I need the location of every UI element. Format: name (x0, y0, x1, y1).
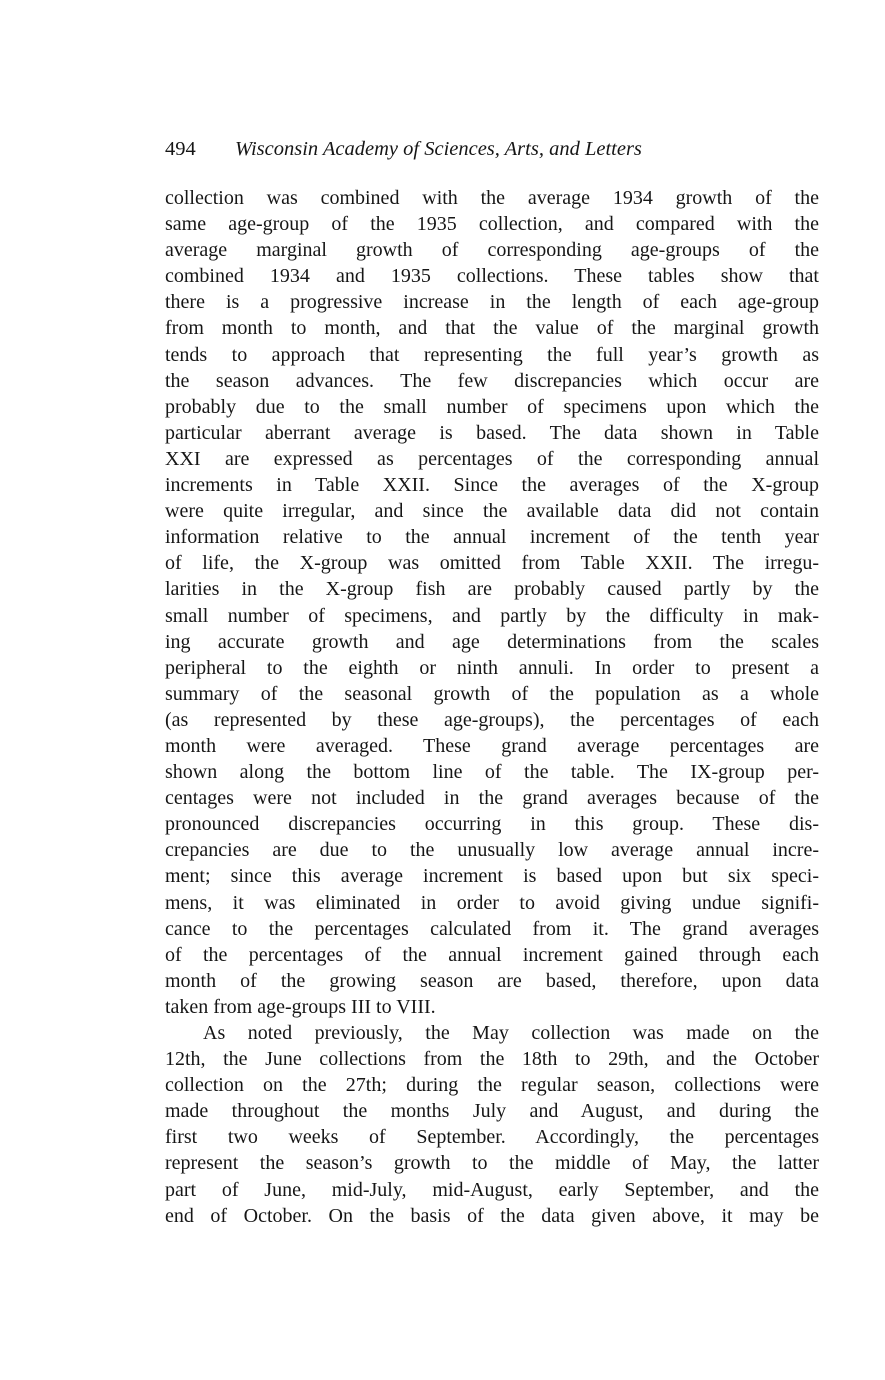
text-line: information relative to the annual increment of the tenth year (165, 526, 819, 549)
text-line: peripheral to the eighth or ninth annuli. In order to present a (165, 656, 819, 679)
text-line: As noted previously, the May collection was made on the (203, 1022, 819, 1044)
text-line: crepancies are due to the unusually low average annual incre- (165, 839, 819, 862)
paragraph-1 (165, 185, 819, 1020)
text-line: first two weeks of September. Accordingly, the percentages (165, 1126, 819, 1149)
text-line: summary of the seasonal growth of the population as a whole (165, 682, 819, 705)
text-line: from month to month, and that the value of the marginal growth (165, 317, 819, 340)
text-line: 12th, the June collections from the 18th to 29th, and the October (165, 1048, 819, 1071)
text-line: pronounced discrepancies occurring in this group. These dis- (165, 813, 819, 836)
text-line: mens, it was eliminated in order to avoid giving undue signifi- (165, 891, 819, 914)
text-line: increments in Table XXII. Since the averages of the X-group (165, 474, 819, 497)
text-line: same age-group of the 1935 collection, and compared with the (165, 213, 819, 236)
text-line: XXI are expressed as percentages of the corresponding annual (165, 447, 819, 470)
text-line: collection was combined with the average 1934 growth of the (165, 187, 819, 209)
text-line: there is a progressive increase in the length of each age-group (165, 291, 819, 314)
text-line: centages were not included in the grand averages because of the (165, 787, 819, 810)
text-line: made throughout the months July and August, and during the (165, 1100, 819, 1123)
text-line: average marginal growth of corresponding age-groups of the (165, 239, 819, 262)
page-number: 494 (165, 138, 196, 160)
text-line: tends to approach that representing the full year’s growth as (165, 343, 819, 366)
text-line: of life, the X-group was omitted from Table XXII. The irregu- (165, 552, 819, 575)
body-text (165, 185, 819, 1229)
text-line: represent the season’s growth to the middle of May, the latter (165, 1152, 819, 1175)
paragraph-2 (165, 1020, 819, 1229)
running-header (165, 134, 825, 164)
text-line: shown along the bottom line of the table. The IX-group per- (165, 761, 819, 784)
text-line: the season advances. The few discrepancies which occur are (165, 369, 819, 392)
text-line: combined 1934 and 1935 collections. These tables show that (165, 265, 819, 288)
text-line: larities in the X-group fish are probably caused partly by the (165, 578, 819, 601)
text-line: taken from age-groups III to VIII. (165, 995, 436, 1018)
text-line: were quite irregular, and since the available data did not contain (165, 500, 819, 523)
text-line: particular aberrant average is based. The data shown in Table (165, 421, 819, 444)
text-line: of the percentages of the annual increment gained through each (165, 943, 819, 966)
journal-title: Wisconsin Academy of Sciences, Arts, and Letters (235, 138, 642, 160)
text-line: ment; since this average increment is based upon but six speci- (165, 865, 819, 888)
text-line: part of June, mid-July, mid-August, early September, and the (165, 1178, 819, 1201)
text-line: month of the growing season are based, therefore, upon data (165, 969, 819, 992)
text-line: probably due to the small number of specimens upon which the (165, 395, 819, 418)
text-line: cance to the percentages calculated from it. The grand averages (165, 917, 819, 940)
text-line: (as represented by these age-groups), the percentages of each (165, 708, 819, 731)
text-line: month were averaged. These grand average percentages are (165, 734, 819, 757)
text-line: ing accurate growth and age determinations from the scales (165, 630, 819, 653)
text-line: end of October. On the basis of the data given above, it may be (165, 1204, 819, 1227)
text-line: small number of specimens, and partly by the difficulty in mak- (165, 604, 819, 627)
text-line: collection on the 27th; during the regular season, collections were (165, 1074, 819, 1097)
